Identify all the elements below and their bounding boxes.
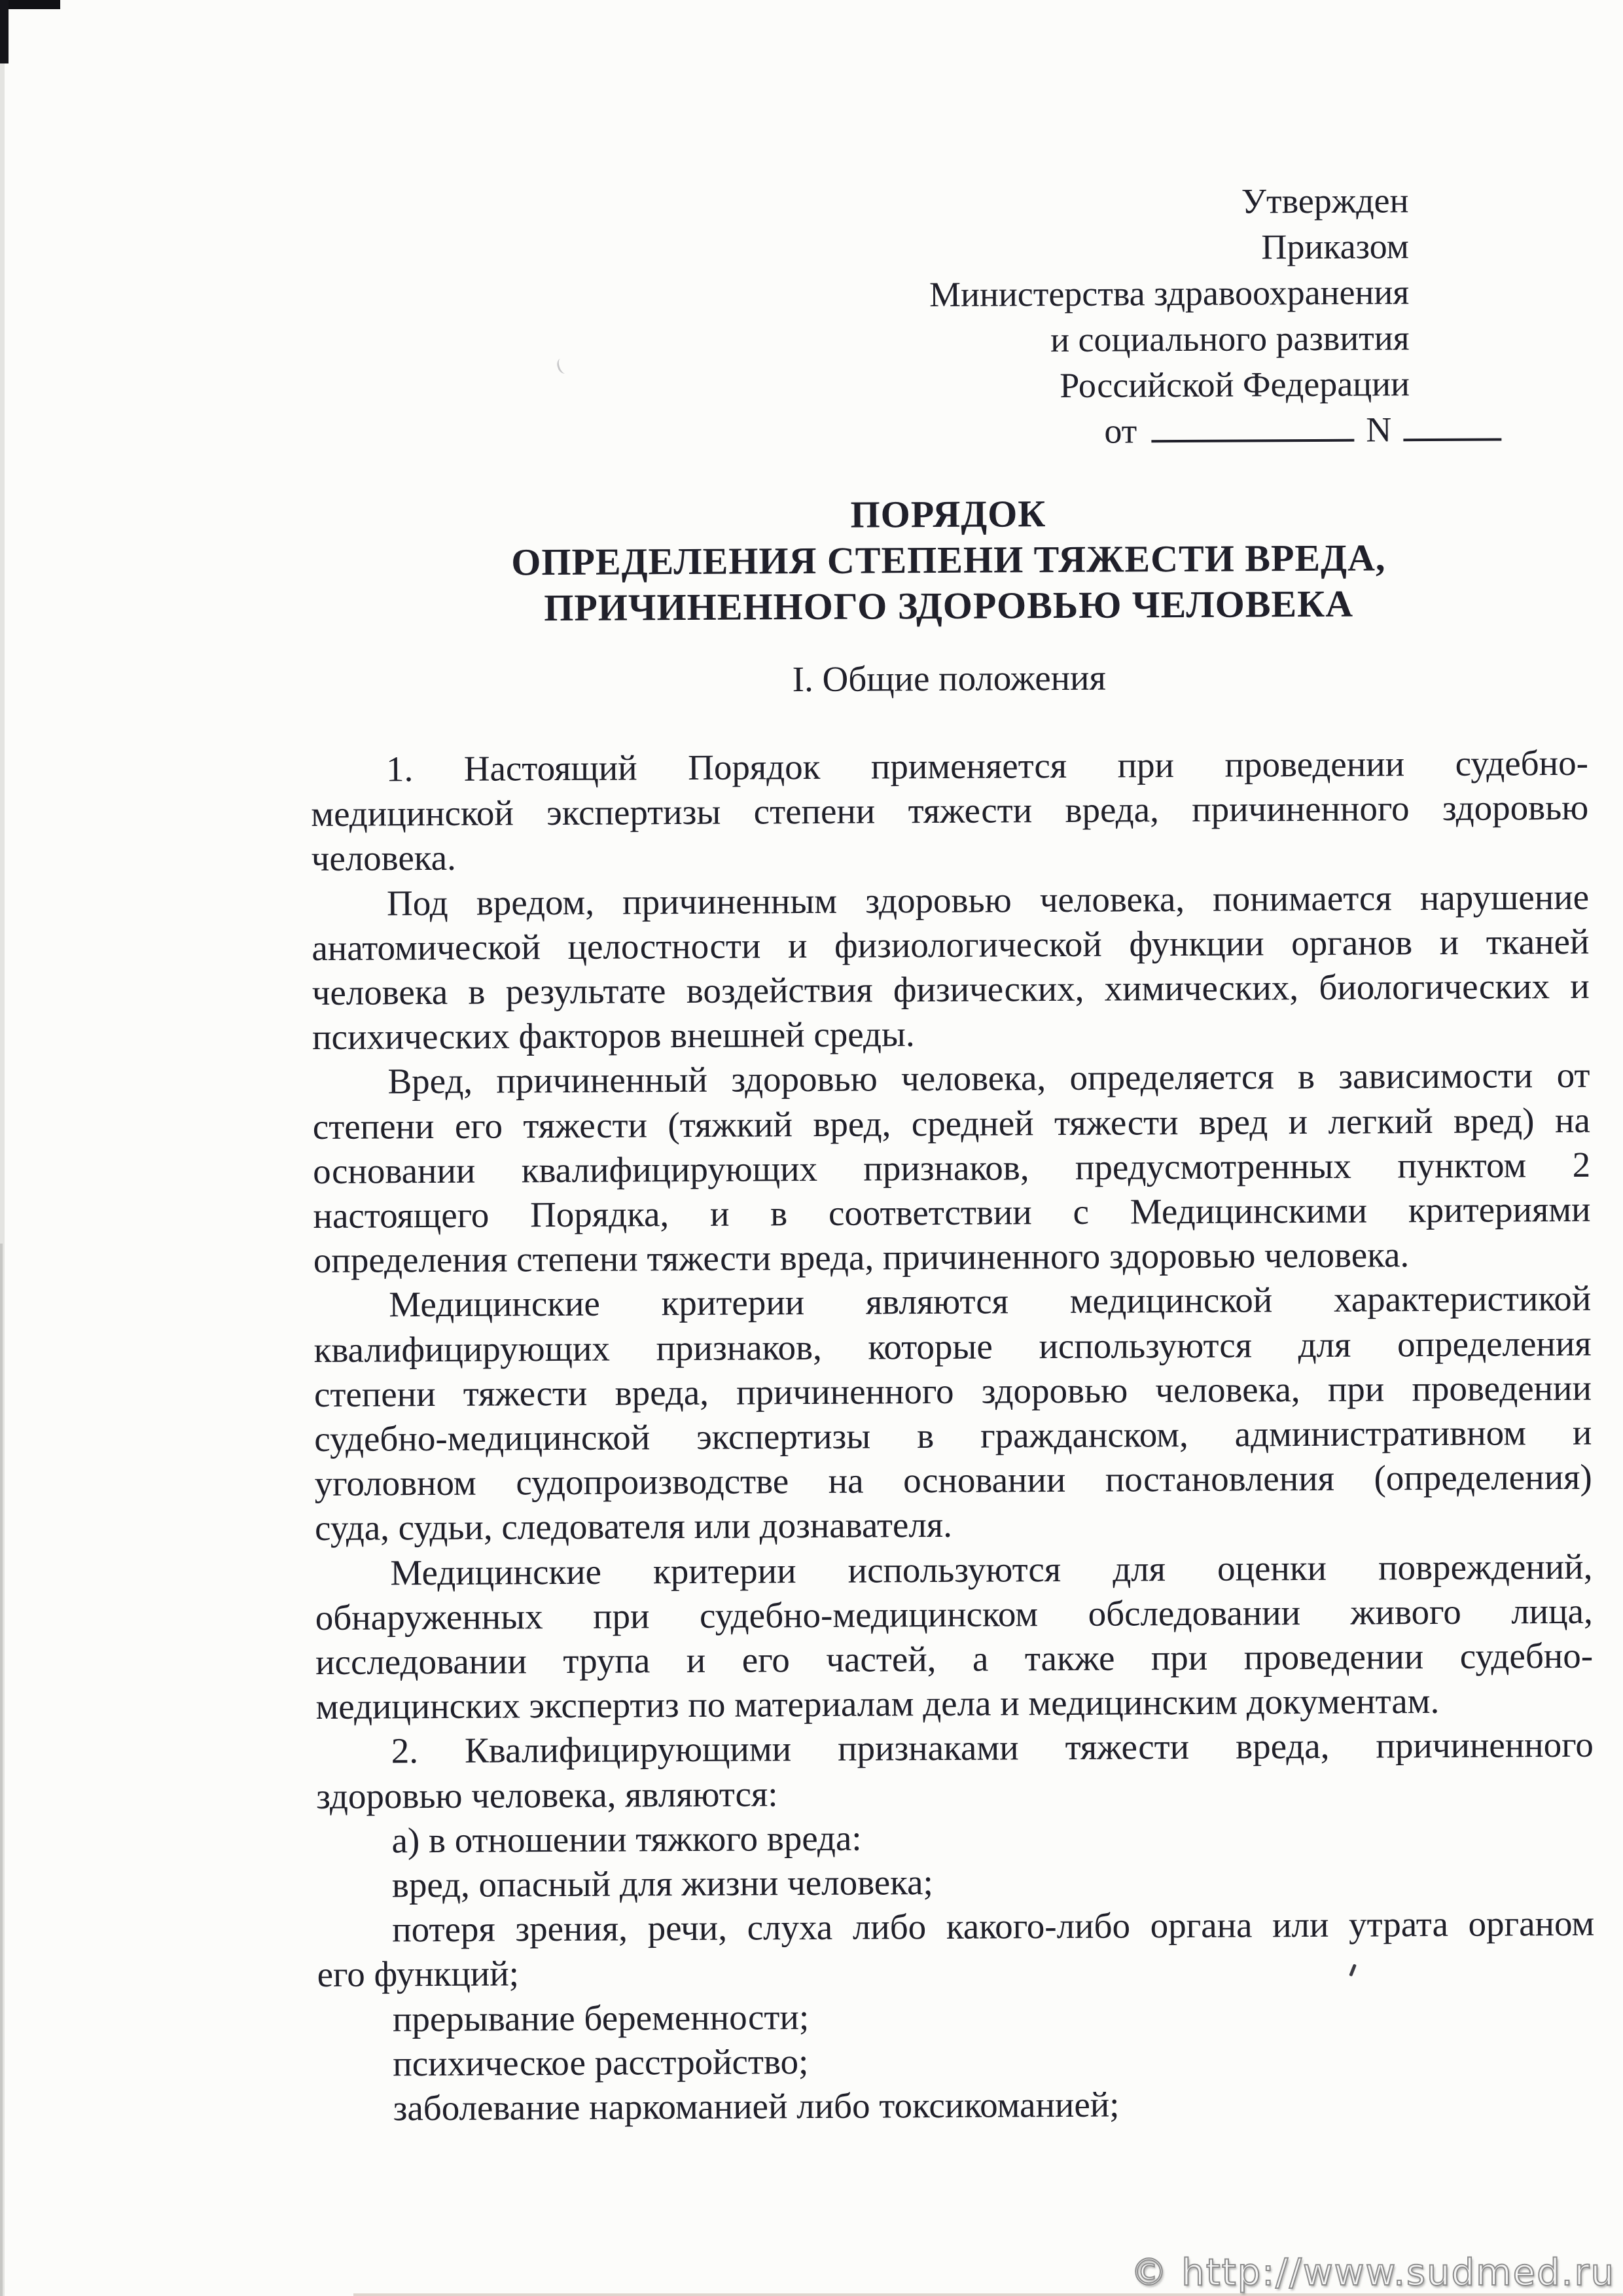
text-line: суда, судьи, следователя или дознавателя. (314, 1505, 953, 1549)
text-line: Под вредом, причиненным здоровью человека, понимается нарушение (386, 876, 1590, 924)
text-line: исследовании трупа и его частей, а также при проведении судебно- (315, 1635, 1594, 1683)
date-prefix-label: от (1104, 411, 1137, 451)
approval-line: Приказом (1261, 226, 1409, 267)
title-line: ОПРЕДЕЛЕНИЯ СТЕПЕНИ ТЯЖЕСТИ ВРЕДА, (511, 536, 1386, 584)
text-line: психических факторов внешней среды. (312, 1014, 915, 1058)
text-line: определения степени тяжести вреда, причиненного здоровью человека. (313, 1234, 1410, 1281)
approval-line: Министерства здравоохранения (929, 272, 1410, 315)
text-line: степени тяжести вреда, причиненного здоровью человека, при проведении (313, 1367, 1592, 1414)
text-line: 2. Квалифицирующими признаками тяжести вреда, причиненного (391, 1725, 1594, 1771)
text-line: уголовном судопроизводстве на основании постановления (определения) (314, 1457, 1592, 1504)
document-title (310, 488, 1588, 632)
text-line: судебно-медицинской экспертизы в гражданском, административном и (314, 1412, 1592, 1460)
text-line: Медицинские критерии являются медицинской характеристикой (389, 1278, 1592, 1325)
body-text (311, 741, 1596, 2131)
text-line: медицинской экспертизы степени тяжести вреда, причиненного здоровью (311, 787, 1589, 834)
text-line: Вред, причиненный здоровью человека, определяется в зависимости от (387, 1055, 1590, 1102)
text-line: заболевание наркоманией либо токсикоманией; (393, 2084, 1120, 2128)
approval-block (929, 177, 1410, 455)
text-line: 1. Настоящий Порядок применяется при проведении судебно- (385, 742, 1589, 789)
text-line: прерывание беременности; (392, 1996, 810, 2039)
text-line: анатомической целостности и физиологической функции органов и тканей (312, 921, 1590, 968)
approval-date-number-line (930, 406, 1501, 455)
number-prefix-label: N (1366, 410, 1392, 450)
text-line: степени его тяжести (тяжкий вред, средней тяжести вред и легкий вред) на (312, 1100, 1590, 1147)
section-heading: I. Общие положения (792, 657, 1106, 700)
text-line: основании квалифицирующих признаков, предусмотренных пунктом 2 (313, 1144, 1591, 1191)
approval-line: и социального развития (1050, 318, 1410, 360)
text-line: его функций; (317, 1953, 520, 1995)
watermark: © http://www.sudmed.ru (1130, 2251, 1615, 2294)
text-line: человека. (311, 838, 456, 879)
title-line: ПРИЧИНЕННОГО ЗДОРОВЬЮ ЧЕЛОВЕКА (544, 582, 1354, 630)
text-line: человека в результате воздействия физических, химических, биологических и (312, 965, 1590, 1013)
text-line: обнаруженных при судебно-медицинском обследовании живого лица, (315, 1590, 1593, 1638)
text-line: психическое расстройство; (393, 2041, 809, 2084)
title-line: ПОРЯДОК (850, 492, 1046, 536)
approval-line: Утвержден (1241, 181, 1409, 221)
text-line: Медицинские критерии используются для оценки повреждений, (390, 1546, 1593, 1593)
approval-line: Российской Федерации (1060, 364, 1410, 405)
text-line: потеря зрения, речи, слуха либо какого-либо органа или утрата органом (392, 1903, 1595, 1950)
ink-speck-artifact (555, 357, 571, 375)
text-line: настоящего Порядка, и в соответствии с Медицинскими критериями (313, 1189, 1591, 1236)
text-line: здоровью человека, являются: (316, 1773, 778, 1816)
number-blank-underline (1403, 434, 1501, 441)
date-blank-underline (1151, 435, 1354, 443)
text-line: вред, опасный для жизни человека; (391, 1862, 933, 1905)
text-line: а) в отношении тяжкого вреда: (391, 1818, 862, 1861)
text-line: квалифицирующих признаков, которые используются для определения (313, 1323, 1592, 1370)
text-line: медицинских экспертиз по материалам дела и медицинским документам. (315, 1681, 1440, 1727)
